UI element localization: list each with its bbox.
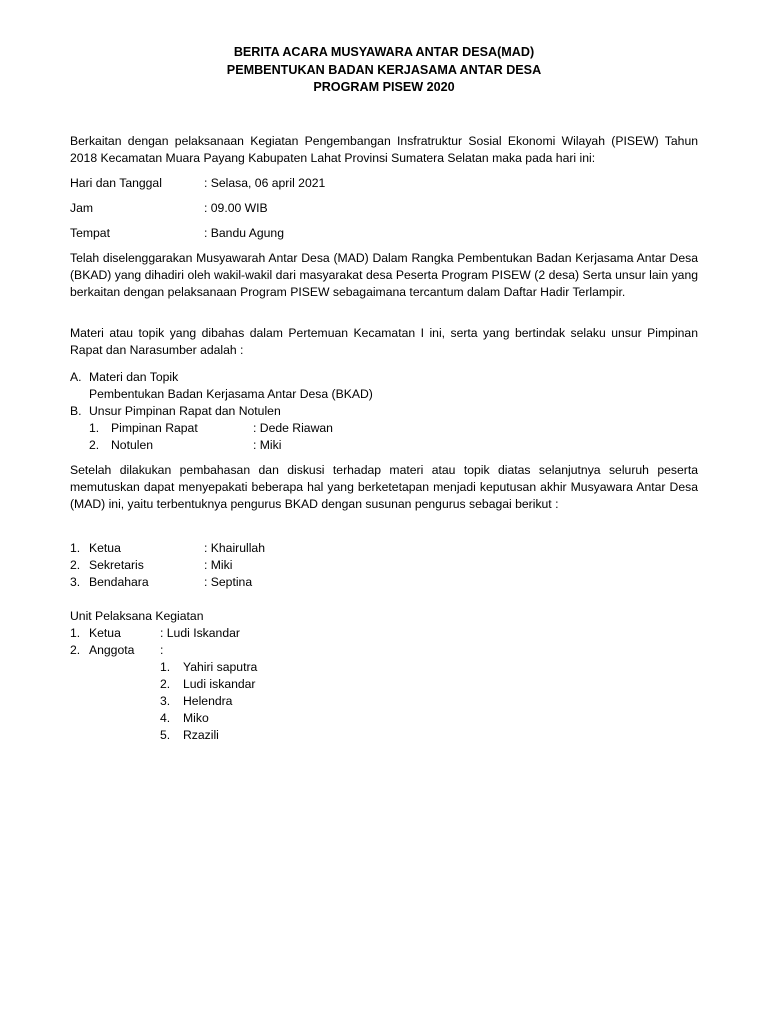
materi-paragraph: Materi atau topik yang dibahas dalam Pertemuan Kecamatan I ini, serta yang bertindak selaku unsur Pimpinan Rapat dan Narasumber adalah : (70, 326, 698, 357)
member-num: 5. (160, 728, 171, 742)
tempat-value: : Bandu Agung (204, 226, 284, 240)
pengurus-label: Ketua (89, 541, 121, 555)
pengurus-num: 2. (70, 558, 81, 572)
title-line-3: PROGRAM PISEW 2020 (313, 80, 455, 94)
keputusan-paragraph: Setelah dilakukan pembahasan dan diskusi terhadap materi atau topik diatas selanjutnya seluruh peserta memutuskan dapat menyepakati beberapa hal yang berketetapan menjadi keputusan akhir Musyawara Antar Desa (MAD) ini, yaitu terbentuknya pengurus BKAD dengan susunan pengurus sebagai berikut : (70, 463, 698, 511)
section-b-heading: Unsur Pimpinan Rapat dan Notulen (89, 404, 281, 418)
upk-ketua-label: Ketua (89, 626, 121, 640)
pengurus-value: : Khairullah (204, 541, 265, 555)
section-b-item-label: Notulen (111, 438, 154, 452)
member-name: Yahiri saputra (183, 660, 258, 674)
pengurus-label: Sekretaris (89, 558, 144, 572)
pengurus-num: 1. (70, 541, 81, 555)
section-a-marker: A. (70, 370, 82, 384)
section-b-item-value: : Miki (253, 438, 282, 452)
member-name: Helendra (183, 694, 233, 708)
pengurus-value: : Septina (204, 575, 253, 589)
member-name: Rzazili (183, 728, 219, 742)
section-b-item-label: Pimpinan Rapat (111, 421, 198, 435)
section-b-item-value: : Dede Riawan (253, 421, 333, 435)
section-b-marker: B. (70, 404, 82, 418)
jam-value: : 09.00 WIB (204, 201, 268, 215)
member-num: 2. (160, 677, 171, 691)
member-num: 4. (160, 711, 171, 725)
member-name: Miko (183, 711, 209, 725)
upk-ketua-value: : Ludi Iskandar (160, 626, 240, 640)
section-a-heading: Materi dan Topik (89, 370, 179, 384)
upk-anggota-colon: : (160, 643, 164, 657)
jam-label: Jam (70, 201, 94, 215)
intro-paragraph: Berkaitan dengan pelaksanaan Kegiatan Pengembangan Insfratruktur Sosial Ekonomi Wilayah (PISEW) Tahun 2018 Kecamatan Muara Payang Kabupaten Lahat Provinsi Sumatera Selatan maka pada hari ini: (70, 134, 698, 165)
tempat-label: Tempat (70, 226, 110, 240)
member-num: 3. (160, 694, 171, 708)
hari-label: Hari dan Tanggal (70, 176, 162, 190)
title-line-2: PEMBENTUKAN BADAN KERJASAMA ANTAR DESA (226, 62, 542, 77)
section-b-item-num: 2. (89, 438, 100, 452)
upk-anggota-label: Anggota (89, 643, 135, 657)
member-num: 1. (160, 660, 171, 674)
title-line-1: BERITA ACARA MUSYAWARA ANTAR DESA(MAD) (233, 45, 535, 59)
upk-anggota-num: 2. (70, 643, 81, 657)
member-name: Ludi iskandar (183, 677, 256, 691)
section-b-item-num: 1. (89, 421, 100, 435)
section-a-content: Pembentukan Badan Kerjasama Antar Desa (BKAD) (89, 387, 373, 401)
document-title (0, 44, 768, 97)
pengurus-num: 3. (70, 575, 81, 589)
mad-paragraph: Telah diselenggarakan Musyawarah Antar Desa (MAD) Dalam Rangka Pembentukan Badan Kerjasama Antar Desa (BKAD) yang dihadiri oleh wakil-wakil dari masyarakat desa Peserta Program PISEW (2 desa) Serta unsur lain yang berkaitan dengan pelaksanaan Program PISEW sebagaimana tercantum dalam Daftar Hadir Terlampir. (70, 251, 698, 299)
upk-ketua-num: 1. (70, 626, 81, 640)
hari-value: : Selasa, 06 april 2021 (204, 176, 326, 190)
pengurus-value: : Miki (204, 558, 233, 572)
pengurus-label: Bendahara (89, 575, 149, 589)
upk-heading: Unit Pelaksana Kegiatan (70, 609, 204, 623)
